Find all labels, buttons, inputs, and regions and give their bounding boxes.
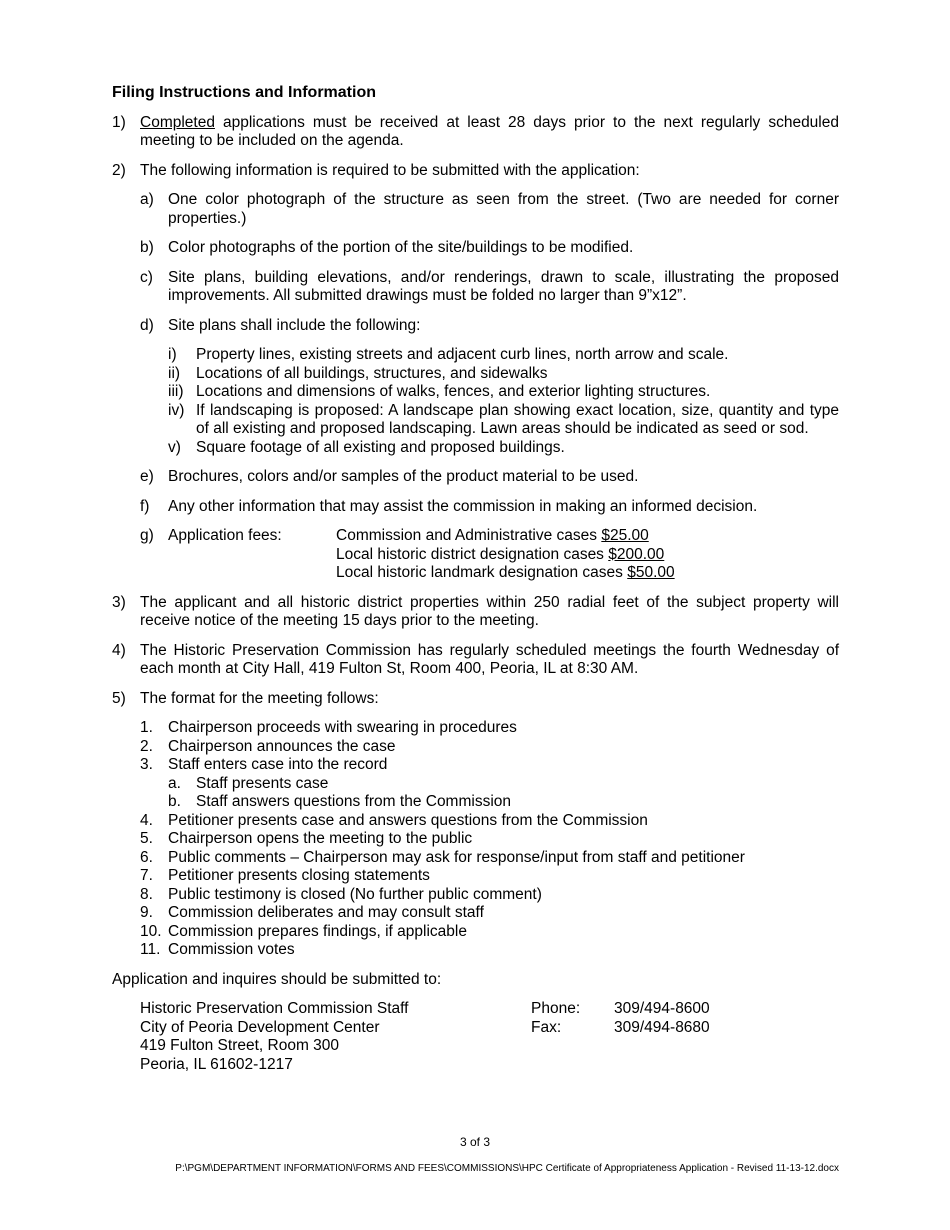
item-number: 3) [112,593,126,611]
subitem-text: Color photographs of the portion of the site/buildings to be modified. [168,239,634,256]
subitem-letter: e) [140,468,154,485]
step-text: Staff enters case into the record [168,756,388,773]
site-plan-text: Property lines, existing streets and adjacent curb lines, north arrow and scale. [196,346,729,363]
meeting-step [140,738,839,757]
step-number: 6. [140,848,153,866]
contact-labels [531,1000,614,1074]
subitem-d [140,317,839,336]
roman-numeral: iii) [168,383,184,400]
meeting-step [140,849,839,868]
subitem-a [140,191,839,228]
fee-amount: $25.00 [601,527,649,544]
subitem-text: One color photograph of the structure as seen from the street. (Two are needed for corner properties.) [168,191,839,227]
roman-numeral: iv) [168,401,185,419]
underlined-word: Completed [140,113,215,131]
roman-numeral: v) [168,438,181,456]
subitem-e [140,468,839,487]
subitem-letter: b) [140,239,154,256]
subitem-letter: a) [140,191,154,208]
subitem-letter: c) [140,268,153,286]
instruction-item-4 [112,642,839,679]
fee-amount: $50.00 [627,564,675,581]
mailing-address [140,1000,531,1074]
site-plan-text: Locations and dimensions of walks, fences, and exterior lighting structures. [196,383,711,400]
subitem-letter: f) [140,497,150,515]
meeting-step [140,904,839,923]
roman-numeral: ii) [168,364,181,382]
site-plan-item [168,365,839,384]
site-plan-list [112,346,839,457]
step-number: 1. [140,719,153,736]
meeting-substep [168,793,839,812]
item-number: 2) [112,161,126,179]
step-text: Commission prepares findings, if applicable [168,922,467,940]
step-text: Public testimony is closed (No further public comment) [168,885,542,903]
site-plan-text: If landscaping is proposed: A landscape plan showing exact location, size, quantity and type of all existing and proposed landscaping. Lawn areas should be indicated as seed or sod. [196,401,839,437]
phone-label: Phone: [531,1000,581,1017]
file-path: P:\PGM\DEPARTMENT INFORMATION\FORMS AND FEES\COMMISSIONS\HPC Certificate of Appropriateness Application - Revised 11-13-12.docx [175,1163,839,1174]
section-title: Filing Instructions and Information [112,84,376,101]
phone-number: 309/494-8600 [614,1000,710,1017]
fax-number: 309/494-8680 [614,1018,710,1036]
step-text: Chairperson proceeds with swearing in procedures [168,719,517,736]
item-text: The Historic Preservation Commission has regularly scheduled meetings the fourth Wednesday of each month at City Hall, 419 Fulton St, Room 400, Peoria, IL at 8:30 AM. [140,641,839,677]
site-plan-item [168,383,839,402]
step-number: 4. [140,811,153,829]
step-text: Chairperson opens the meeting to the public [168,830,473,847]
subitem-f [140,498,839,517]
item-number: 5) [112,689,126,707]
fee-description: Local historic landmark designation cases [336,564,628,581]
meeting-step [140,941,839,960]
item-text: The following information is required to be submitted with the application: [140,161,640,179]
contact-numbers [614,1000,710,1074]
document-page [112,84,839,1074]
application-fees [140,527,839,583]
step-text: Petitioner presents case and answers questions from the Commission [168,811,648,829]
step-number: 5. [140,830,153,847]
fee-row [336,527,675,546]
address-line: Peoria, IL 61602-1217 [140,1055,293,1073]
step-text: Commission deliberates and may consult staff [168,904,484,921]
meeting-step [140,886,839,905]
subitem-c [140,269,839,306]
fee-row [336,546,675,565]
step-number: 9. [140,904,153,921]
fax-label: Fax: [531,1018,562,1036]
meeting-step [140,719,839,738]
subitem-b [140,239,839,258]
fee-description: Local historic district designation cases [336,545,609,563]
meeting-format-list [112,719,839,960]
meeting-step [140,830,839,849]
item-number: 1) [112,113,126,131]
site-plan-item [168,439,839,458]
instruction-item-1 [112,114,839,151]
step-number: 10. [140,922,162,940]
item-number: 4) [112,641,126,659]
fees-label: Application fees: [168,527,282,544]
meeting-step [140,923,839,942]
meeting-step [140,812,839,831]
substep-letter: a. [168,774,181,792]
step-number: 11. [140,941,161,958]
subitem-letter: d) [140,316,154,334]
address-line: 419 Fulton Street, Room 300 [140,1037,340,1054]
instruction-item-2 [112,162,839,181]
address-line: City of Peoria Development Center [140,1018,380,1036]
item-text-rest: applications must be received at least 28 days prior to the next regularly scheduled meeting to be included on the agenda. [140,113,839,149]
step-text: Commission votes [168,941,295,958]
substep-text: Staff answers questions from the Commission [196,793,512,810]
subitem-text: Site plans, building elevations, and/or renderings, drawn to scale, illustrating the proposed improvements. All submitted drawings must be folded no larger than 9”x12”. [168,268,839,304]
step-number: 2. [140,737,153,755]
item-text: The applicant and all historic district properties within 250 radial feet of the subject property will receive notice of the meeting 15 days prior to the meeting. [140,593,839,629]
subitem-text: Site plans shall include the following: [168,316,421,334]
meeting-step [140,867,839,886]
fee-amount: $200.00 [608,545,665,563]
site-plan-text: Square footage of all existing and proposed buildings. [196,438,565,456]
step-number: 8. [140,885,153,903]
subitem-letter: g) [140,527,154,544]
item-text [140,114,839,151]
step-text: Public comments – Chairperson may ask for response/input from staff and petitioner [168,848,745,866]
meeting-step [140,756,839,775]
page-number: 3 of 3 [459,1135,491,1149]
step-number: 7. [140,867,153,884]
fees-list [336,527,675,583]
instruction-item-5 [112,690,839,709]
submit-instruction: Application and inquires should be submitted to: [112,970,442,988]
address-line: Historic Preservation Commission Staff [140,1000,409,1017]
contact-block [140,1000,839,1074]
fee-row [336,564,675,583]
substep-letter: b. [168,793,181,810]
roman-numeral: i) [168,346,177,363]
step-text: Chairperson announces the case [168,737,396,755]
step-text: Petitioner presents closing statements [168,867,430,884]
subitem-text: Any other information that may assist the commission in making an informed decision. [168,497,758,515]
fee-description: Commission and Administrative cases [336,527,602,544]
site-plan-item [168,346,839,365]
subitem-text: Brochures, colors and/or samples of the product material to be used. [168,468,639,485]
substep-text: Staff presents case [196,774,329,792]
meeting-substep [168,775,839,794]
site-plan-item [168,402,839,439]
instruction-item-3 [112,594,839,631]
step-number: 3. [140,756,153,773]
site-plan-text: Locations of all buildings, structures, and sidewalks [196,364,548,382]
item-text: The format for the meeting follows: [140,689,379,707]
